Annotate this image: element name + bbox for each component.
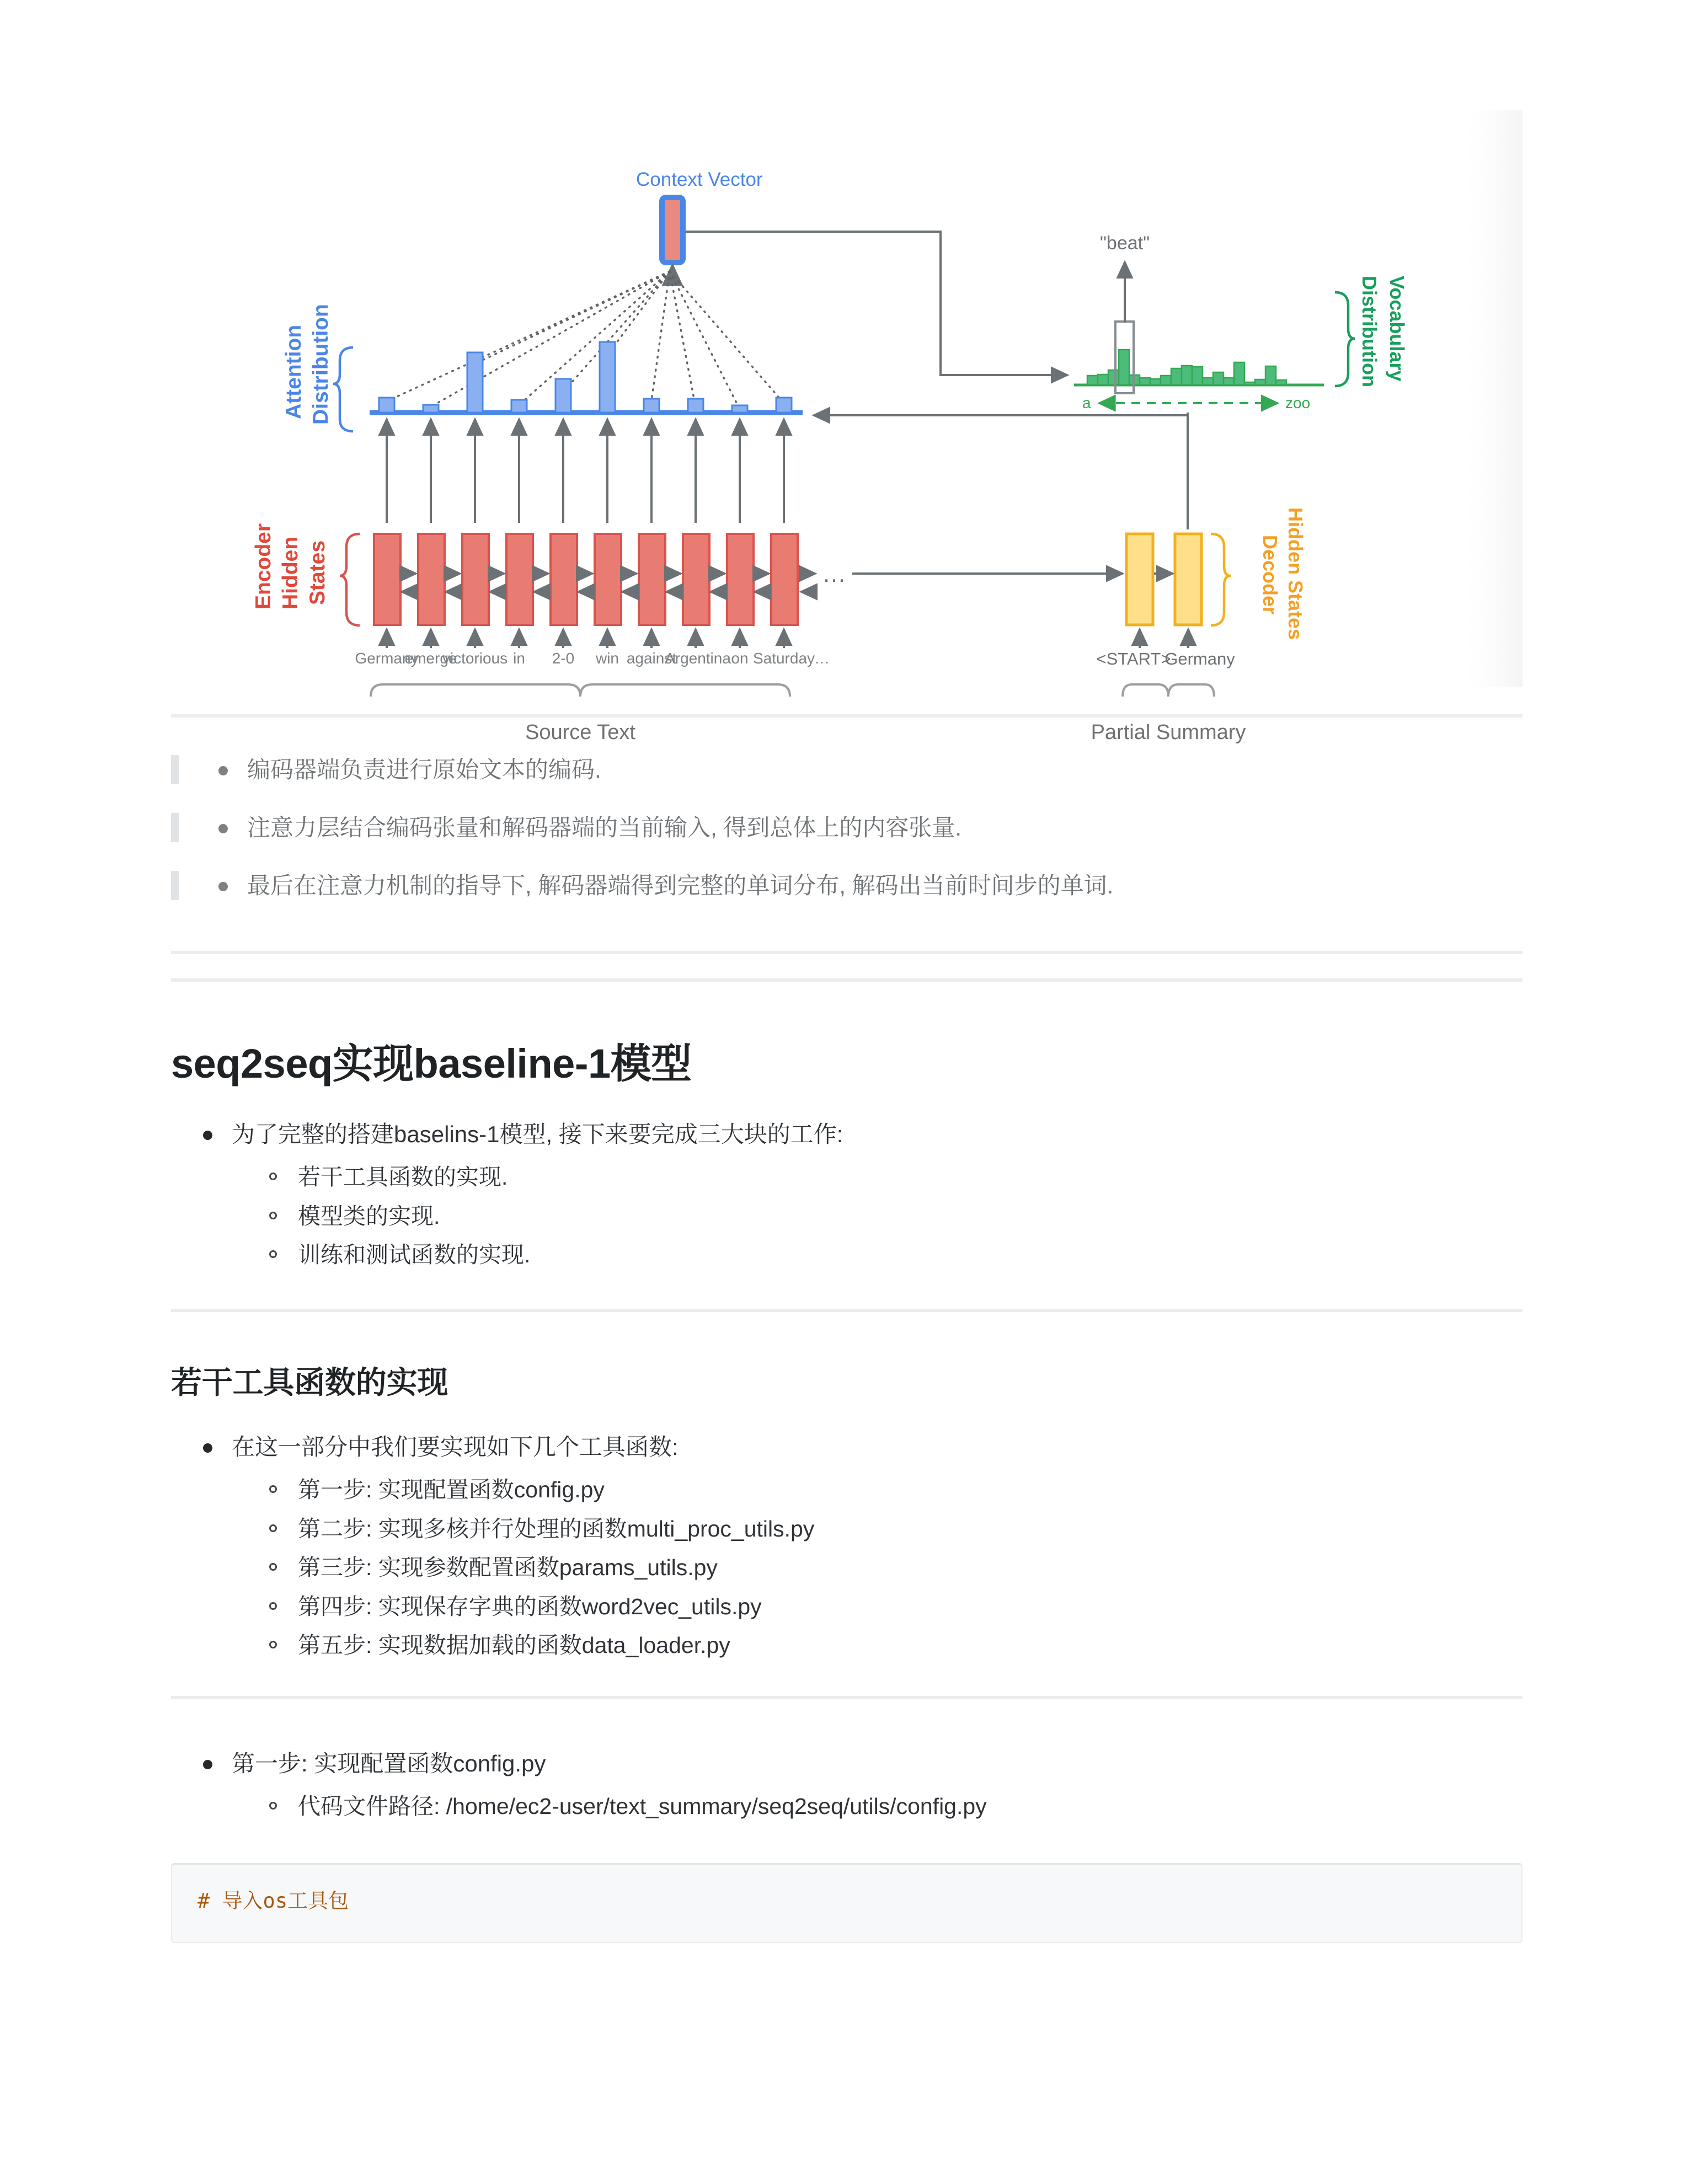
list-item: 注意力层结合编码张量和解码器端的当前输入, 得到总体上的内容张量. — [247, 810, 1523, 845]
utils-intro-text: 在这一部分中我们要实现如下几个工具函数: — [232, 1433, 679, 1460]
list-item: 第四步: 实现保存字典的函数word2vec_utils.py — [298, 1587, 1523, 1626]
list-item: 模型类的实现. — [298, 1197, 1523, 1236]
document-content — [171, 0, 1523, 1943]
step1-sub-list — [232, 1787, 1523, 1826]
source-text-brace-label: Source Text — [525, 721, 635, 744]
list-item: 代码文件路径: /home/ec2-user/text_summary/seq2seq/utils/config.py — [298, 1787, 1523, 1826]
vocab-label-distribution: Distribution — [1358, 276, 1381, 387]
source-token: in — [513, 650, 525, 667]
quote-block — [171, 752, 1523, 788]
page-title: seq2seq实现baseline-1模型 — [171, 1041, 692, 1087]
decoder-token-start: <START> — [1096, 649, 1171, 668]
step1-title: 第一步: 实现配置函数config.py — [232, 1750, 546, 1776]
code-block — [171, 1863, 1523, 1943]
main-sub-list — [232, 1158, 1523, 1275]
decoder-token-germany: Germany — [1164, 649, 1235, 668]
source-token: Saturday — [752, 650, 815, 667]
list-item — [232, 1429, 1523, 1665]
list-item: 若干工具函数的实现. — [298, 1158, 1523, 1197]
list-item: 第五步: 实现数据加载的函数data_loader.py — [298, 1626, 1523, 1665]
source-token: 2-0 — [552, 650, 575, 667]
encoder-ellipsis: … — [822, 560, 846, 587]
attention-distribution-label: Attention — [282, 324, 306, 419]
main-intro-list — [171, 1116, 1523, 1275]
vocab-label-vocabulary: Vocabulary — [1386, 276, 1408, 382]
source-token: win — [595, 650, 619, 667]
decoder-label-hidden-states: Hidden States — [1284, 507, 1307, 640]
section-heading-utils: 若干工具函数的实现 — [171, 1364, 448, 1400]
quote-block — [171, 810, 1523, 845]
list-item — [232, 1116, 1523, 1275]
bullet-list — [186, 752, 1523, 788]
list-item: 第一步: 实现配置函数config.py — [298, 1470, 1523, 1509]
source-token: against — [626, 650, 677, 667]
bullet-list — [186, 868, 1523, 903]
partial-summary-brace-label: Partial Summary — [1091, 721, 1246, 744]
predicted-word-label: "beat" — [1099, 233, 1150, 254]
encoder-label-states: States — [306, 540, 329, 605]
utils-intro-list — [171, 1429, 1523, 1665]
top-bullets-group — [171, 752, 1523, 903]
decoder-label-decoder: Decoder — [1259, 535, 1281, 615]
step1-list — [171, 1746, 1523, 1826]
list-item: 训练和测试函数的实现. — [298, 1235, 1523, 1275]
context-vector-label: Context Vector — [636, 169, 763, 190]
attention-distribution-label-2: Distribution — [309, 304, 333, 425]
source-token: Germany — [355, 650, 419, 667]
vocab-axis-end-label: zoo — [1285, 394, 1311, 411]
source-token: … — [814, 650, 830, 667]
encoder-label-hidden: Hidden — [279, 536, 302, 609]
list-item: 第二步: 实现多核并行处理的函数multi_proc_utils.py — [298, 1509, 1523, 1549]
source-token: victorious — [442, 650, 508, 667]
list-item: 最后在注意力机制的指导下, 解码器端得到完整的单词分布, 解码出当前时间步的单词. — [247, 868, 1523, 903]
source-token: emerge — [404, 650, 457, 667]
list-item — [232, 1746, 1523, 1826]
encoder-label-encoder: Encoder — [252, 523, 275, 609]
list-item: 第三步: 实现参数配置函数params_utils.py — [298, 1548, 1523, 1587]
source-token: on — [731, 650, 749, 667]
utils-steps-list — [232, 1470, 1523, 1665]
vocab-axis-start-label: a — [1082, 394, 1091, 411]
bullet-list — [186, 810, 1523, 845]
source-token: Argentina — [665, 650, 731, 667]
main-intro-text: 为了完整的搭建baselins-1模型, 接下来要完成三大块的工作: — [232, 1121, 843, 1148]
list-item: 编码器端负责进行原始文本的编码. — [247, 752, 1523, 788]
code-line-comment: # 导入os工具包 — [197, 1889, 349, 1913]
quote-block — [171, 868, 1523, 903]
